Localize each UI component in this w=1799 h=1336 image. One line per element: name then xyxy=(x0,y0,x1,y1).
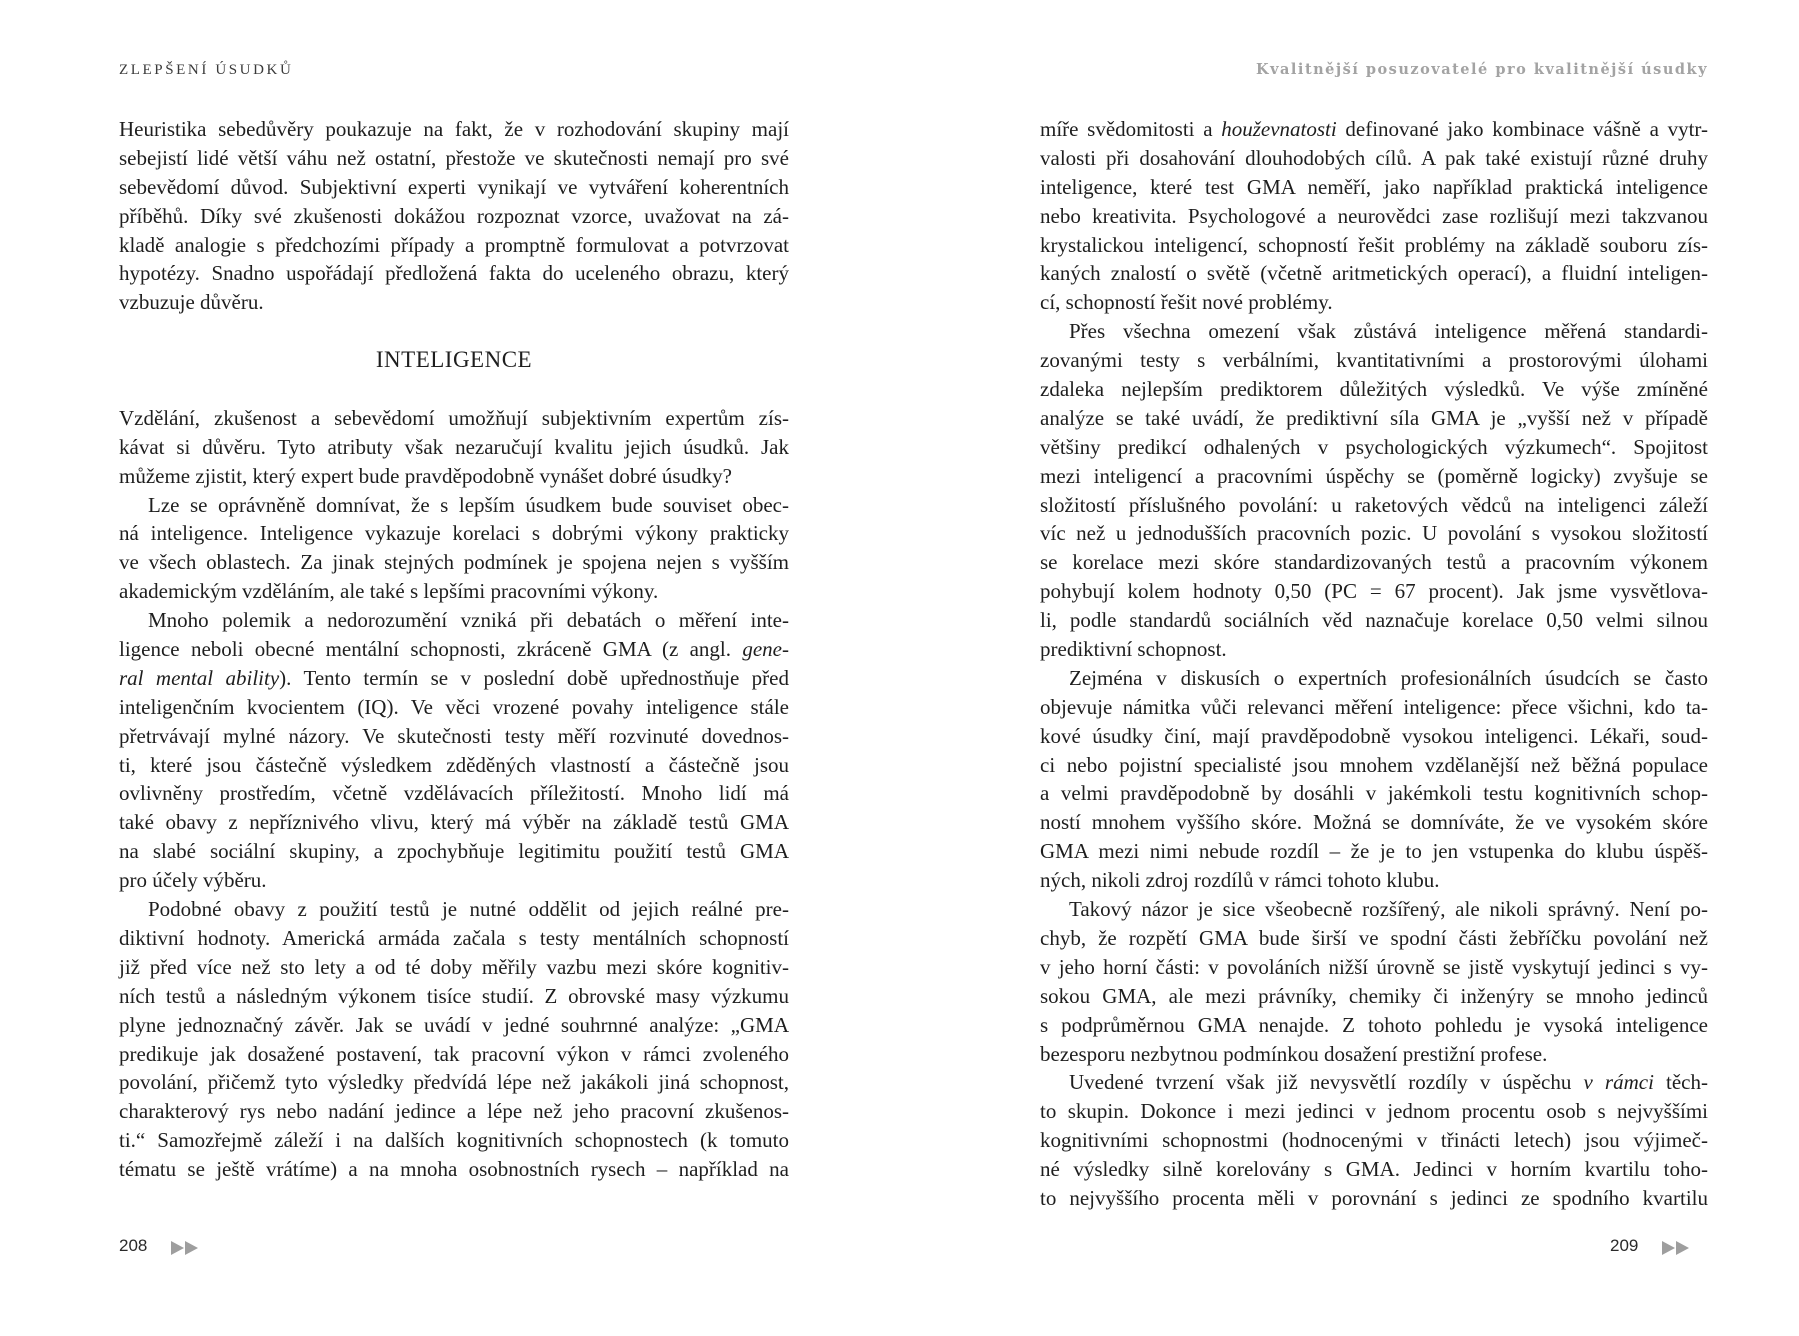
line-text: Přes všechna omezení však zůstává inteligence měřená standardi- xyxy=(1069,319,1708,344)
line-text: Lze se oprávněně domnívat, že s lepším úsudkem bude souviset obec- xyxy=(148,492,789,517)
text-line xyxy=(119,751,789,780)
text-line xyxy=(119,664,789,693)
text-line xyxy=(119,1126,789,1155)
next-page-icon[interactable] xyxy=(1662,1241,1689,1255)
line-text: to nejvyššího procenta měli v porovnání s jedinci ze spodního kvartilu xyxy=(1040,1185,1708,1210)
text-line xyxy=(119,953,789,982)
line-text: Heuristika sebedůvěry poukazuje na fakt, že v rozhodování skupiny mají xyxy=(119,117,789,141)
text-line xyxy=(1040,433,1708,462)
line-text: inteligenčním kvocientem (IQ). Ve věci vrozené povahy inteligence stále xyxy=(119,694,789,719)
text-line xyxy=(1040,519,1708,548)
page-number: 208 xyxy=(119,1236,148,1255)
text-line xyxy=(119,519,789,548)
line-text: diktivní hodnoty. Americká armáda začala s testy mentálních schopností xyxy=(119,925,789,950)
text-line xyxy=(1040,779,1708,808)
spacer xyxy=(119,375,789,404)
text-line xyxy=(1040,664,1708,693)
text-line xyxy=(1040,317,1708,346)
text-line xyxy=(119,693,789,722)
line-text: pro účely výběru. xyxy=(119,868,267,893)
text-line: míře svědomitosti a houževnatosti definované jako kombinace vášně a vytr- xyxy=(1040,117,1708,141)
line-text: víc než u jednodušších pracovních pozic. U povolání s vysokou složitostí xyxy=(1040,521,1708,546)
running-head-chapter: ZLEPŠENÍ ÚSUDKŮ xyxy=(119,62,294,78)
running-head-section: Kvalitnější posuzovatelé pro kvalitnější úsudky xyxy=(1256,61,1708,78)
next-page-icon[interactable] xyxy=(171,1241,198,1255)
line-text: Takový názor je sice všeobecně rozšířený, ale nikoli správný. Není po- xyxy=(1069,897,1708,922)
line-text: mezi inteligencí a pracovními úspěchy se (poměrně logicky) zvyšuje se xyxy=(1040,463,1708,488)
line-text: také obavy z nepříznivého vlivu, který má výběr na základě testů GMA xyxy=(119,810,789,835)
line-text: Mnoho polemik a nedorozumění vzniká při debatách o měření inte- xyxy=(148,608,789,633)
line-text: kové úsudky činí, mají pravděpodobně vysokou inteligenci. Lékaři, soud- xyxy=(1040,723,1708,748)
line-text: definované jako kombinace vášně a vytr- xyxy=(1336,117,1708,141)
line-text: Vzdělání, zkušenost a sebevědomí umožňují subjektivním expertům zís- xyxy=(119,405,789,430)
line-text: na slabé sociální skupiny, a zpochybňuje legitimitu použití testů GMA xyxy=(119,839,789,864)
text-line xyxy=(1040,982,1708,1011)
line-text: ti.“ Samozřejmě záleží i na dalších kognitivních schopnostech (k tomuto xyxy=(119,1128,789,1153)
line-text: s podprůměrnou GMA nenajde. Z tohoto pohledu je vysoká inteligence xyxy=(1040,1012,1708,1037)
line-text: charakterový rys nebo nadání jedince a lépe než jeho pracovní zkušenos- xyxy=(119,1099,789,1124)
line-text: již před více než sto lety a od té doby měřily vazbu mezi skóre kognitiv- xyxy=(119,954,789,979)
text-line xyxy=(1040,722,1708,751)
line-text: GMA mezi nimi nebude rozdíl – že je to jen vstupenka do klubu úspěš- xyxy=(1040,839,1708,864)
text-line xyxy=(1040,924,1708,953)
text-line xyxy=(1040,577,1708,606)
line-text: prediktivní schopnost. xyxy=(1040,637,1227,662)
line-text: cí, schopností řešit nové problémy. xyxy=(1040,290,1333,315)
line-text: kaných znalostí o světě (včetně aritmetických operací), a fluidní inteligen- xyxy=(1040,261,1708,286)
text-line xyxy=(119,1068,789,1097)
text-line xyxy=(1040,1155,1708,1184)
text-line xyxy=(119,606,789,635)
line-text: chyb, že rozpětí GMA bude širší ve spodní části žebříčku povolání než xyxy=(1040,925,1708,950)
text-line xyxy=(1040,346,1708,375)
triangle-right-icon xyxy=(1676,1241,1689,1255)
text-line xyxy=(119,231,789,260)
line-text: v jeho horní části: v povoláních nižší úrovně se jistě vyskytují jedinci s vy- xyxy=(1040,954,1708,979)
line-text: ve všech oblastech. Za jinak stejných podmínek je spojena nejen s vyšším xyxy=(119,550,789,575)
italic-term: ral mental ability xyxy=(119,665,280,690)
line-text: příběhů. Díky své zkušenosti dokážou rozpoznat vzorce, uvažovat na zá- xyxy=(119,203,789,228)
line-text: povolání, přičemž tyto výsledky předvídá lépe než jakákoli jiná schopnost, xyxy=(119,1070,789,1095)
line-text: objevuje námitka vůči relevanci měření inteligence: přece všichni, kdo ta- xyxy=(1040,694,1708,719)
text-line xyxy=(119,288,789,317)
line-text: ligence neboli obecné mentální schopnosti, zkráceně GMA (z angl. xyxy=(119,637,743,662)
line-text: ná inteligence. Inteligence vykazuje korelaci s dobrými výkony prakticky xyxy=(119,521,789,546)
text-line xyxy=(119,115,789,144)
text-line xyxy=(119,1155,789,1184)
left-text-column xyxy=(119,115,789,1184)
line-text: ). Tento termín se v poslední době upřednostňuje před xyxy=(279,665,789,690)
line-text: ovlivněny prostředím, včetně vzdělávacích příležitostí. Mnoho lidí má xyxy=(119,781,789,806)
line-text: akademickým vzděláním, ale také s lepšími pracovními výkony. xyxy=(119,579,659,604)
page-number: 209 xyxy=(1610,1236,1639,1255)
text-line xyxy=(1040,202,1708,231)
text-line xyxy=(119,259,789,288)
line-text: zovanými testy s verbálními, kvantitativními a prostorovými úlohami xyxy=(1040,348,1708,373)
line-text: Zejména v diskusích o expertních profesionálních úsudcích se často xyxy=(1069,665,1708,690)
line-text: kognitivními schopnostmi (hodnocenými v třinácti letech) jsou výjimeč- xyxy=(1040,1128,1708,1153)
text-line xyxy=(119,173,789,202)
text-line xyxy=(1040,173,1708,202)
right-text-column xyxy=(1040,115,1708,1213)
text-line xyxy=(1040,751,1708,780)
text-line: Uvedené tvrzení však již nevysvětlí rozdíly v úspěchu v rámci těch- xyxy=(1069,1070,1708,1095)
line-text: Podobné obavy z použití testů je nutné oddělit od jejich reálné pre- xyxy=(148,897,789,922)
text-line xyxy=(1040,693,1708,722)
line-text: přetrvávají mylné názory. Ve skutečnosti testy měří rozvinuté dovednos- xyxy=(119,723,789,748)
line-text: sebejistí lidé větší váhu než ostatní, přestože ve skutečnosti nemají pro své xyxy=(119,145,789,170)
line-text: se korelace mezi skóre standardizovaných testů a pracovním výkonem xyxy=(1040,550,1708,575)
line-text: hypotézy. Snadno uspořádají předložená fakta do uceleného obrazu, který xyxy=(119,261,789,286)
text-line xyxy=(1040,866,1708,895)
italic-term: gene- xyxy=(742,637,789,662)
line-text: kávat si důvěru. Tyto atributy však nezaručují kvalitu jejich úsudků. Jak xyxy=(119,434,789,459)
text-line xyxy=(119,866,789,895)
text-line xyxy=(1040,1097,1708,1126)
line-text: složitostí příslušného povolání: u raketových vědců na inteligenci záleží xyxy=(1040,492,1708,517)
text-line xyxy=(1040,837,1708,866)
italic-term: v rámci xyxy=(1583,1070,1654,1095)
text-line xyxy=(119,462,789,491)
text-line xyxy=(119,924,789,953)
line-text: sebevědomí důvod. Subjektivní experti vynikají ve vytváření koherentních xyxy=(119,174,789,199)
text-line xyxy=(1040,462,1708,491)
spacer xyxy=(119,317,789,346)
line-text: bezesporu nezbytnou podmínkou dosažení prestižní profese. xyxy=(1040,1041,1548,1066)
line-text: ností mnohem vyššího skóre. Možná se domníváte, že ve vysokém skóre xyxy=(1040,810,1708,835)
line-text: ti, které jsou částečně výsledkem zděděných vlastností a částečně jsou xyxy=(119,752,789,777)
line-text: ci nebo pojistní specialisté jsou mnohem vzdělanější než běžná populace xyxy=(1040,752,1708,777)
text-line xyxy=(1040,259,1708,288)
text-line xyxy=(1040,491,1708,520)
text-line xyxy=(119,1040,789,1069)
line-text: a velmi pravděpodobně by dosáhli v jakémkoli testu kognitivních schop- xyxy=(1040,781,1708,806)
text-line xyxy=(1040,1011,1708,1040)
text-line xyxy=(119,433,789,462)
line-text: valosti při dosahování dlouhodobých cílů. A pak také existují různé druhy xyxy=(1040,145,1708,170)
text-line xyxy=(119,837,789,866)
text-line xyxy=(1040,1184,1708,1213)
text-line xyxy=(119,1097,789,1126)
text-line xyxy=(1040,635,1708,664)
text-line xyxy=(119,722,789,751)
line-text: plyne jednoznačný závěr. Jak se uvádí v jedné souhrnné analýze: „GMA xyxy=(119,1012,789,1037)
line-text: né výsledky silně korelovány s GMA. Jedinci v horním kvartilu toho- xyxy=(1040,1157,1708,1182)
triangle-right-icon xyxy=(171,1241,184,1255)
line-text: inteligence, které test GMA neměří, jako například praktická inteligence xyxy=(1040,174,1708,199)
line-text: li, podle standardů sociálních věd naznačuje korelace 0,50 velmi silnou xyxy=(1040,608,1708,633)
line-text: ních testů a následným výkonem tisíce studií. Z obrovské masy výzkumu xyxy=(119,983,789,1008)
line-text: nebo kreativita. Psychologové a neurovědci zase rozlišují mezi takzvanou xyxy=(1040,203,1708,228)
section-heading: INTELIGENCE xyxy=(375,347,533,373)
text-line xyxy=(1040,1126,1708,1155)
line-text: můžeme zjistit, který expert bude pravděpodobně vynášet dobré úsudky? xyxy=(119,463,732,488)
text-line xyxy=(1040,606,1708,635)
text-line xyxy=(119,144,789,173)
line-text: analýze se také uvádí, že prediktivní síla GMA je „vyšší než v případě xyxy=(1040,405,1708,430)
line-text: zdaleka nejlepším prediktorem důležitých výsledků. Ve výše zmíněné xyxy=(1040,377,1708,402)
right-page xyxy=(900,0,1799,1336)
text-line xyxy=(1040,288,1708,317)
line-text: kladě analogie s předchozími případy a promptně formulovat a potvrzovat xyxy=(119,232,789,257)
triangle-right-icon xyxy=(185,1241,198,1255)
text-line xyxy=(119,895,789,924)
text-line xyxy=(1040,375,1708,404)
line-text: sokou GMA, ale mezi právníky, chemiky či inženýry se mnoho jedinců xyxy=(1040,983,1708,1008)
text-line xyxy=(119,779,789,808)
text-line xyxy=(119,982,789,1011)
text-line xyxy=(119,577,789,606)
line-text: pohybují kolem hodnoty 0,50 (PC = 67 procent). Jak jsme vysvětlova- xyxy=(1040,579,1708,604)
text-line xyxy=(119,1011,789,1040)
line-text: predikuje jak dosažené postavení, tak pracovní výkon v rámci zvoleného xyxy=(119,1041,789,1066)
text-line xyxy=(119,808,789,837)
text-line xyxy=(1040,404,1708,433)
text-line xyxy=(119,202,789,231)
line-text: těch- xyxy=(1653,1070,1708,1095)
triangle-right-icon xyxy=(1662,1241,1675,1255)
text-line xyxy=(1040,144,1708,173)
text-line xyxy=(119,548,789,577)
text-line xyxy=(1040,548,1708,577)
text-line xyxy=(1040,1040,1708,1069)
text-line xyxy=(1040,231,1708,260)
text-line xyxy=(1040,808,1708,837)
text-line xyxy=(119,491,789,520)
line-text: tématu se ještě vrátíme) a na mnoha osobnostních rysech – například na xyxy=(119,1157,789,1182)
line-text: ných, nikoli zdroj rozdílů v rámci tohoto klubu. xyxy=(1040,868,1440,893)
text-line xyxy=(119,404,789,433)
text-line xyxy=(1040,953,1708,982)
text-line xyxy=(119,635,789,664)
line-text: to skupin. Dokonce i mezi jedinci v jednom procentu osob s nejvyššími xyxy=(1040,1099,1708,1124)
italic-term: houževnatosti xyxy=(1221,117,1337,141)
line-text: krystalickou inteligencí, schopností řešit problémy na základě souboru zís- xyxy=(1040,232,1708,257)
line-text: vzbuzuje důvěru. xyxy=(119,290,264,315)
line-text: většiny predikcí odhalených v psychologických výzkumech“. Spojitost xyxy=(1040,434,1708,459)
text-line xyxy=(1040,895,1708,924)
